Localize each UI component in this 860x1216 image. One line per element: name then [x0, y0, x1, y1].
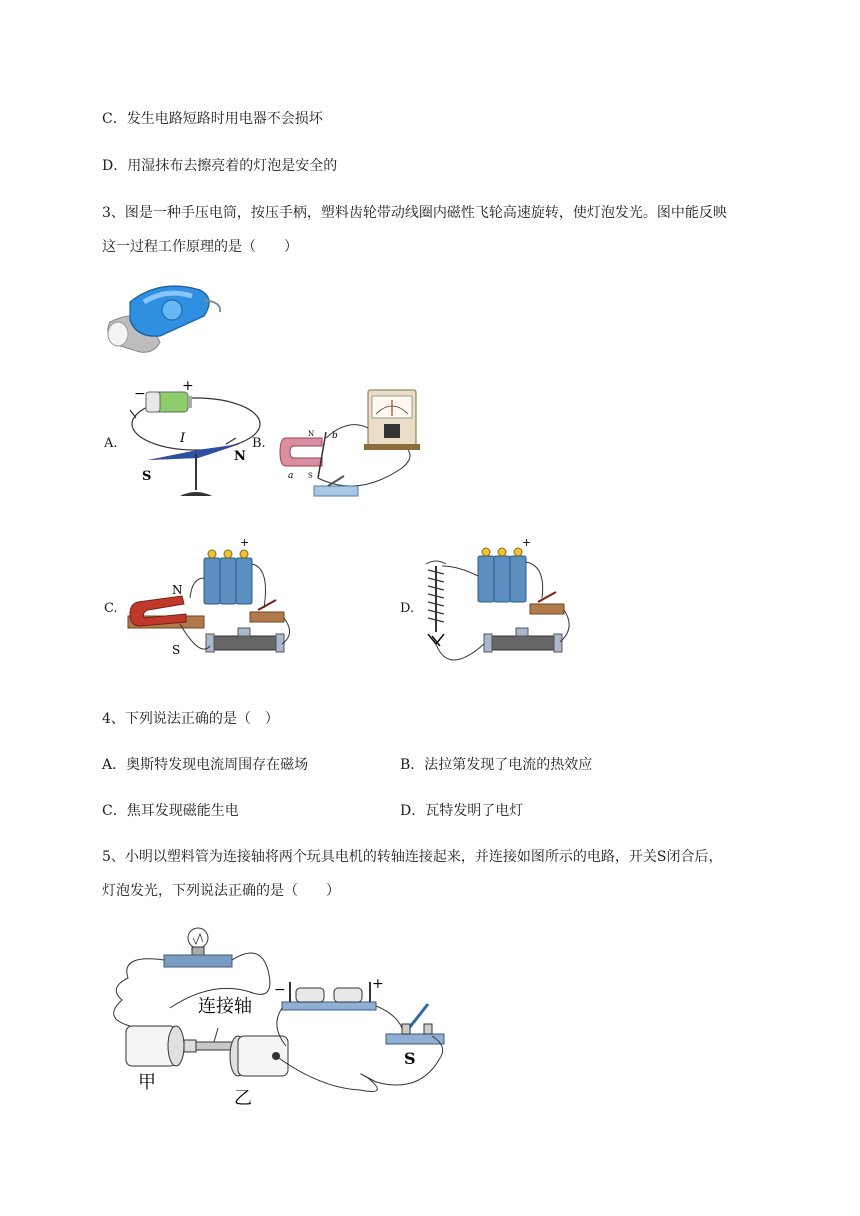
fig-a-n: N [234, 449, 246, 464]
axis-label: 连接轴 [198, 996, 252, 1017]
rheostat-icon-d [484, 628, 562, 652]
q4-option-b: B．法拉第发现了电流的热效应 [400, 757, 593, 773]
battery-holder-icon [282, 982, 376, 1010]
u-magnet-icon-c [130, 596, 186, 626]
q5-stem-line1: 5、小明以塑料管为连接轴将两个玩具电机的转轴连接起来，并连接如图所示的电路，开关S闭合后， [102, 849, 723, 865]
switch-s-label: S [404, 1049, 416, 1068]
q3-stem-line2: 这一过程工作原理的是（ ） [102, 239, 298, 255]
q3-label-d: D. [400, 601, 415, 616]
battery-pack-icon [204, 550, 252, 604]
q3-label-b: B. [252, 436, 266, 451]
fig-c-s: S [172, 643, 181, 657]
motor-yi-label: 乙 [234, 1088, 252, 1108]
figure-d-electromagnet [418, 536, 578, 676]
flashlight-image [100, 272, 228, 358]
figure-b-induction [278, 388, 428, 504]
fig-d-plus: + [522, 536, 532, 549]
fig-b-s: S [308, 472, 313, 480]
q3-label-a: A. [104, 436, 118, 451]
light-bulb-icon [164, 928, 232, 967]
switch-icon-d [530, 604, 564, 614]
q2-option-d: D．用湿抹布去擦亮着的灯泡是安全的 [102, 158, 338, 174]
electromagnet-coil-icon [426, 561, 446, 646]
fig-a-minus: − [134, 386, 146, 402]
figure-q5-motors [100, 918, 450, 1108]
u-magnet-icon [280, 438, 322, 466]
q4-option-c: C．焦耳发现磁能生电 [102, 803, 239, 819]
q4-option-d: D．瓦特发明了电灯 [400, 803, 524, 819]
switch-icon [314, 486, 358, 496]
fig-a-current: I [180, 431, 186, 446]
fig-a-plus: + [182, 378, 194, 394]
q3-stem-line1: 3、图是一种手压电筒，按压手柄，塑料齿轮带动线圈内磁性飞轮高速旋转，使灯泡发光。图中能反映 [102, 205, 727, 221]
connecting-axle [196, 1042, 236, 1050]
switch-icon-c [250, 612, 284, 622]
figure-c-motor [120, 538, 300, 668]
q3-label-c: C. [104, 601, 118, 616]
q2-option-c: C．发生电路短路时用电器不会损坏 [102, 111, 323, 127]
motor-yi-icon [230, 1036, 288, 1076]
rheostat-icon [206, 628, 284, 652]
fig-c-plus: + [240, 538, 250, 549]
fig-a-s: S [142, 469, 152, 484]
motor-jia-label: 甲 [138, 1072, 156, 1093]
motor-jia-icon [126, 1026, 196, 1066]
fig-b-a: a [288, 471, 294, 481]
fig-b-b: b [332, 431, 338, 441]
fig-b-n: N [308, 430, 315, 438]
q4-stem: 4、下列说法正确的是（ ） [102, 711, 279, 727]
q5-stem-line2: 灯泡发光，下列说法正确的是（ ） [102, 883, 340, 899]
battery-minus: − [274, 982, 286, 998]
battery-plus: + [372, 976, 384, 992]
figure-a-oersted [118, 378, 268, 508]
q4-option-a: A．奥斯特发现电流周围存在磁场 [102, 757, 309, 773]
battery-pack-icon-d [478, 548, 526, 602]
fig-c-n: N [172, 583, 183, 597]
